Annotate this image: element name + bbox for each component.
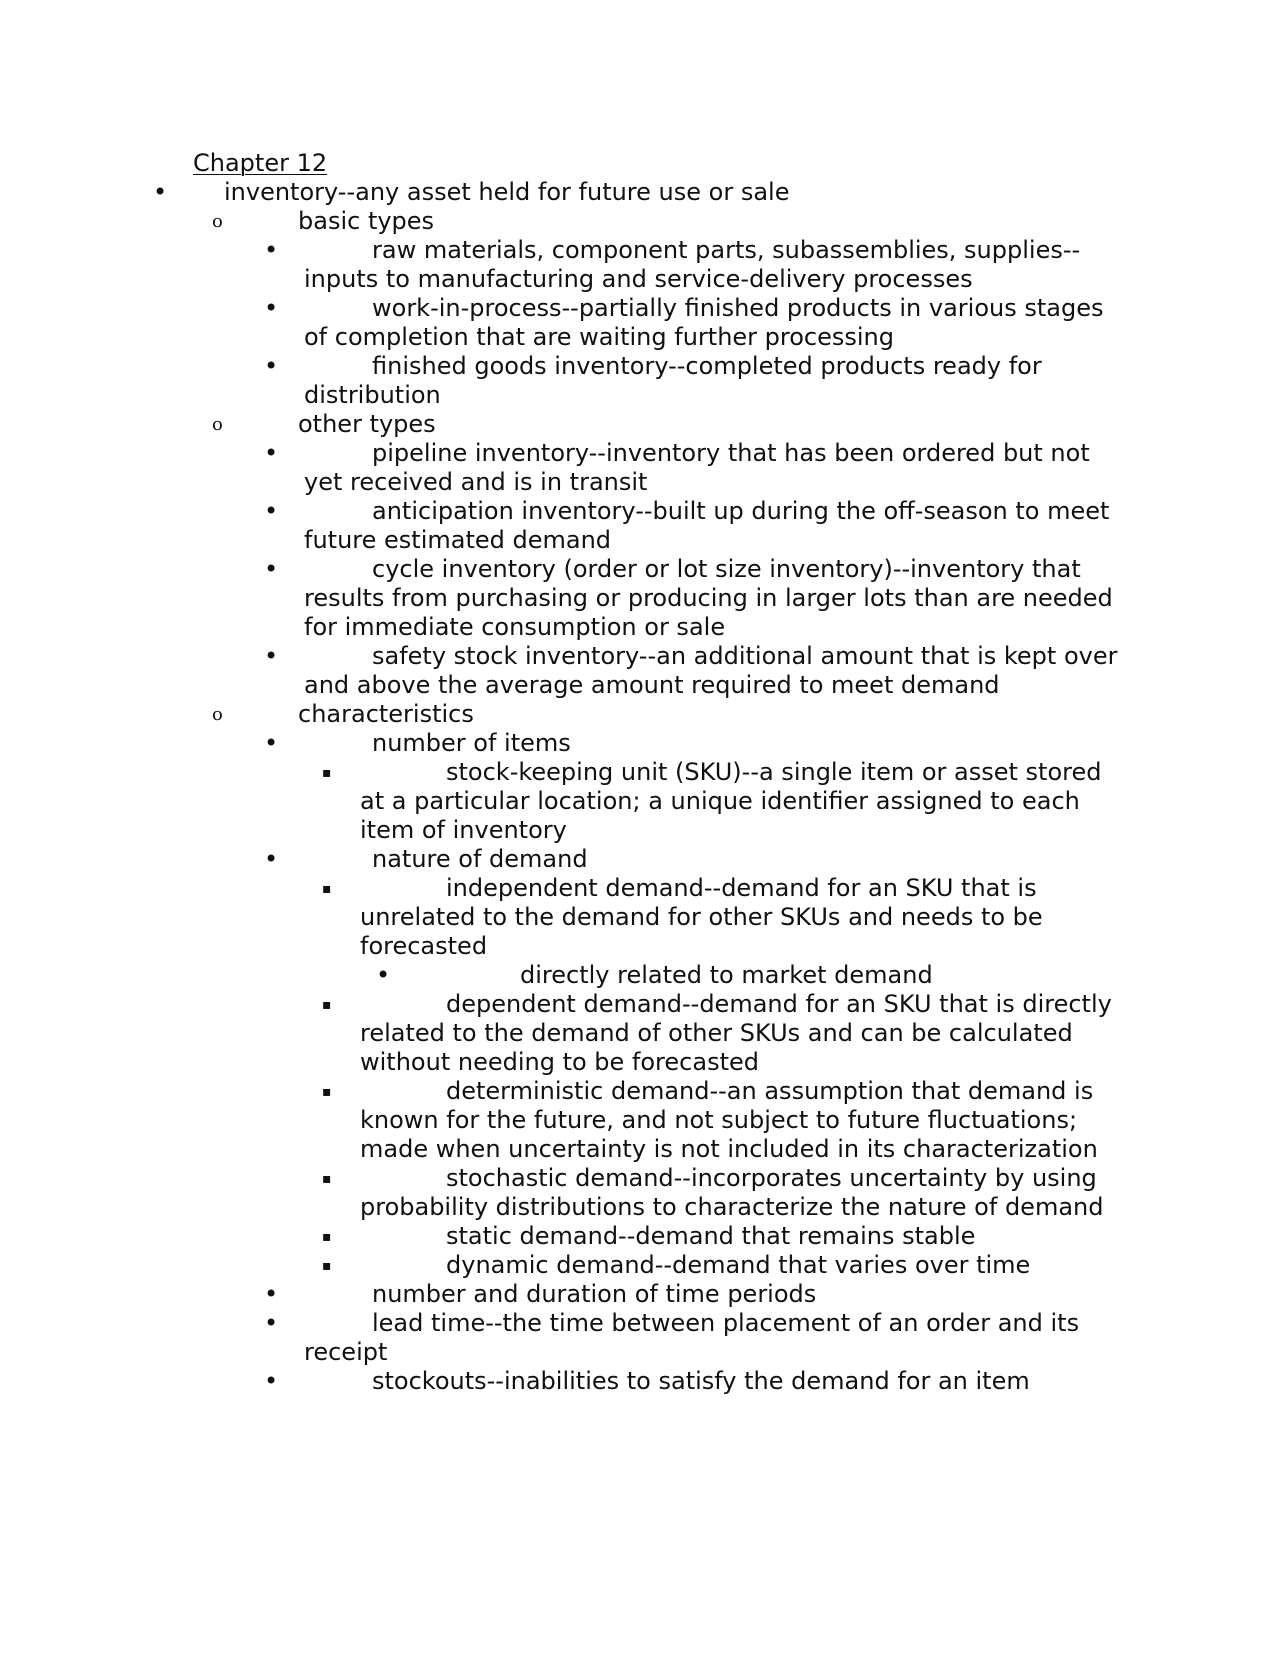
outline-item-level-4 (0, 1222, 1120, 1251)
outline-item-level-4 (0, 1251, 1120, 1280)
outline-item-level-3 (0, 1280, 1124, 1309)
bullet-marker: • (264, 642, 279, 670)
outline-item-text: stochastic demand--incorporates uncertainty by using probability distributions to characterize the nature of demand (360, 1164, 1104, 1221)
outline-item-level-3 (0, 845, 1124, 874)
outline-item-text: finished goods inventory--completed products ready for distribution (304, 352, 1042, 409)
square-marker: ▪ (322, 1258, 332, 1274)
square-marker: ▪ (322, 765, 332, 781)
outline-item-text: pipeline inventory--inventory that has been ordered but not yet received and is in transit (304, 439, 1090, 496)
outline-item-level-3 (0, 236, 1124, 294)
bullet-marker: • (264, 845, 279, 873)
outline-item-level-4 (0, 874, 1120, 961)
outline-item-text: other types (298, 410, 436, 438)
outline-item-text: independent demand--demand for an SKU that is unrelated to the demand for other SKUs and needs to be forecasted (360, 874, 1043, 960)
outline-item-level-3 (0, 1367, 1124, 1396)
outline-item-text: characteristics (298, 700, 474, 728)
bullet-marker: • (153, 178, 168, 206)
outline-item-text: static demand--demand that remains stable (446, 1222, 976, 1250)
outline-item-text: cycle inventory (order or lot size inventory)--inventory that results from purchasing or producing in larger lots than are needed for immediate consumption or sale (304, 555, 1113, 641)
outline-item-text: number of items (372, 729, 571, 757)
outline-item-text: number and duration of time periods (372, 1280, 817, 1308)
bullet-marker: • (376, 961, 391, 989)
outline-item-level-3 (0, 729, 1124, 758)
bullet-marker: • (264, 294, 279, 322)
square-marker: ▪ (322, 997, 332, 1013)
outline-item-level-5 (0, 961, 1120, 990)
outline-item-text: safety stock inventory--an additional amount that is kept over and above the average amount required to meet demand (304, 642, 1118, 699)
outline-item-level-3 (0, 352, 1124, 410)
outline-item-text: raw materials, component parts, subassemblies, supplies--inputs to manufacturing and service-delivery processes (304, 236, 1081, 293)
circle-marker: o (212, 414, 223, 435)
chapter-title: Chapter 12 (193, 149, 328, 177)
outline-item-level-3 (0, 497, 1124, 555)
outline-item-text: lead time--the time between placement of an order and its receipt (304, 1309, 1080, 1366)
outline-item-text: dynamic demand--demand that varies over time (446, 1251, 1031, 1279)
square-marker: ▪ (322, 1084, 332, 1100)
square-marker: ▪ (322, 1171, 332, 1187)
outline-item-level-3 (0, 439, 1124, 497)
square-marker: ▪ (322, 1229, 332, 1245)
bullet-marker: • (264, 439, 279, 467)
outline-item-text: anticipation inventory--built up during the off-season to meet future estimated demand (304, 497, 1110, 554)
outline-item-level-2 (0, 207, 1138, 236)
outline-item-level-3 (0, 642, 1124, 700)
outline-item-level-3 (0, 1309, 1124, 1367)
circle-marker: o (212, 704, 223, 725)
outline-item-text: stock-keeping unit (SKU)--a single item or asset stored at a particular location; a unique identifier assigned to each item of inventory (360, 758, 1102, 844)
outline-item-text: stockouts--inabilities to satisfy the demand for an item (372, 1367, 1030, 1395)
outline-item-level-3 (0, 555, 1124, 642)
outline-item-level-4 (0, 758, 1120, 845)
outline-item-level-1 (0, 178, 1124, 207)
bullet-marker: • (264, 352, 279, 380)
outline-item-text: directly related to market demand (520, 961, 933, 989)
circle-marker: o (212, 211, 223, 232)
bullet-marker: • (264, 729, 279, 757)
outline-item-level-2 (0, 410, 1138, 439)
outline-item-text: dependent demand--demand for an SKU that is directly related to the demand of other SKUs and can be calculated without needing to be forecasted (360, 990, 1112, 1076)
outline-list (0, 178, 1280, 1396)
bullet-marker: • (264, 236, 279, 264)
outline-item-level-3 (0, 294, 1124, 352)
outline-item-text: deterministic demand--an assumption that demand is known for the future, and not subject to future fluctuations; made when uncertainty is not included in its characterization (360, 1077, 1098, 1163)
square-marker: ▪ (322, 881, 332, 897)
bullet-marker: • (264, 497, 279, 525)
outline-item-level-4 (0, 1164, 1120, 1222)
outline-item-text: work-in-process--partially finished products in various stages of completion that are waiting further processing (304, 294, 1104, 351)
bullet-marker: • (264, 1367, 279, 1395)
outline-item-level-4 (0, 1077, 1120, 1164)
outline-item-level-2 (0, 700, 1138, 729)
bullet-marker: • (264, 555, 279, 583)
outline-item-text: basic types (298, 207, 435, 235)
bullet-marker: • (264, 1309, 279, 1337)
outline-item-level-4 (0, 990, 1120, 1077)
outline-item-text: nature of demand (372, 845, 588, 873)
outline-item-text: inventory--any asset held for future use or sale (224, 178, 790, 206)
bullet-marker: • (264, 1280, 279, 1308)
